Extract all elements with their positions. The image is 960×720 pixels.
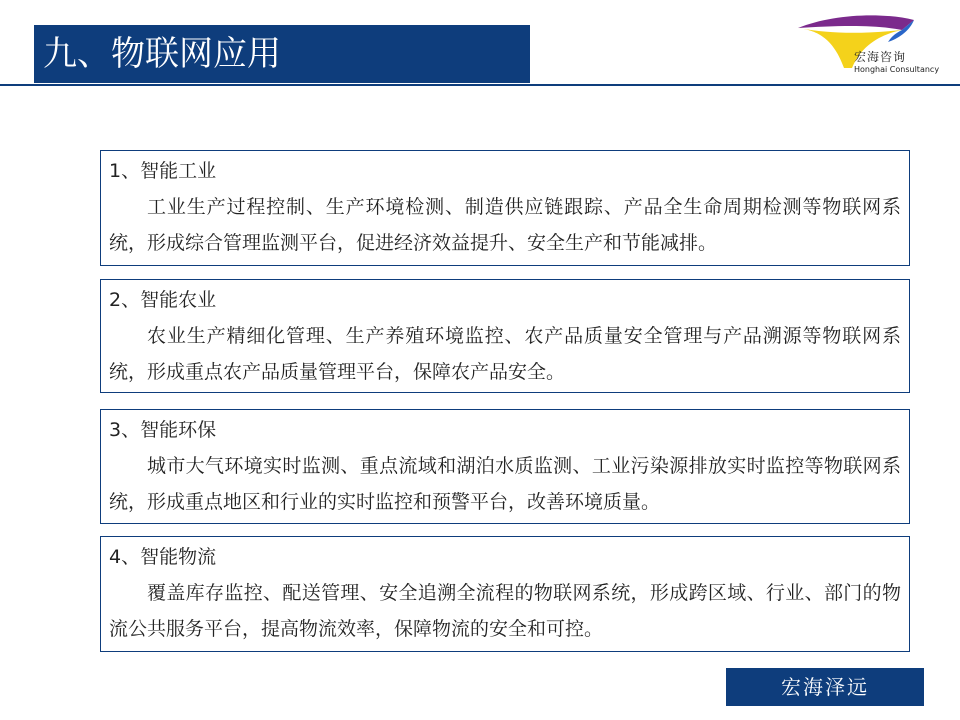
header-divider <box>0 84 960 86</box>
section-smart-agriculture <box>100 279 910 393</box>
section-heading: 1、智能工业 <box>109 160 217 182</box>
section-smart-environment <box>100 409 910 524</box>
section-smart-industry <box>100 150 910 266</box>
company-logo <box>792 8 952 80</box>
section-body: 工业生产过程控制、生产环境检测、制造供应链跟踪、产品全生命周期检测等物联网系统，形成综合管理监测平台，促进经济效益提升、安全生产和节能减排。 <box>109 196 901 254</box>
section-body: 农业生产精细化管理、生产养殖环境监控、农产品质量安全管理与产品溯源等物联网系统，形成重点农产品质量管理平台，保障农产品安全。 <box>109 325 901 383</box>
section-body: 覆盖库存监控、配送管理、安全追溯全流程的物联网系统，形成跨区域、行业、部门的物流公共服务平台，提高物流效率，保障物流的安全和可控。 <box>109 582 901 640</box>
footer-brand-tag: 宏海泽远 <box>726 668 924 706</box>
logo-name-cn: 宏海咨询 <box>854 50 907 64</box>
logo-name-en: Honghai Consultancy <box>854 65 940 74</box>
section-heading: 3、智能环保 <box>109 419 217 441</box>
section-body: 城市大气环境实时监测、重点流域和湖泊水质监测、工业污染源排放实时监控等物联网系统，形成重点地区和行业的实时监控和预警平台，改善环境质量。 <box>109 455 901 513</box>
section-smart-logistics <box>100 536 910 652</box>
section-heading: 2、智能农业 <box>109 289 217 311</box>
section-heading: 4、智能物流 <box>109 546 217 568</box>
page-title: 九、物联网应用 <box>34 25 530 83</box>
